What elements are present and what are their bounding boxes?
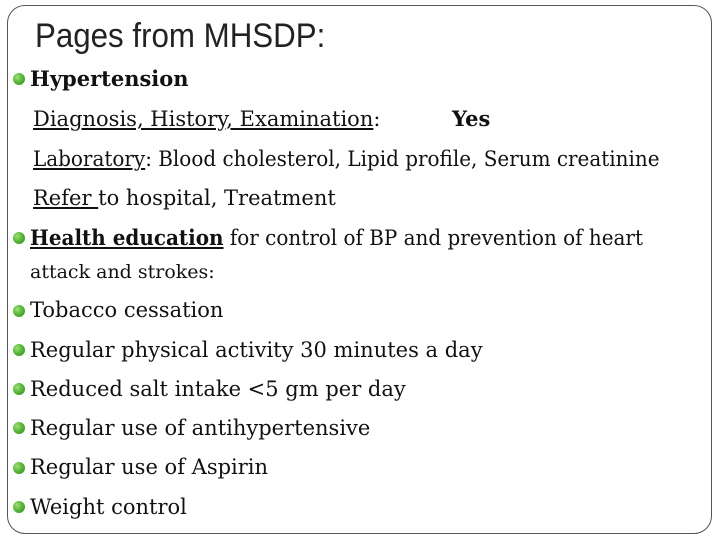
refer-line: [33, 185, 336, 211]
diagnosis-line: [33, 106, 380, 132]
list-item: Regular physical activity 30 minutes a day: [30, 338, 483, 362]
bullet-icon: [13, 422, 25, 434]
list-item: Weight control: [30, 495, 187, 519]
heading-hypertension: [30, 66, 189, 92]
diagnosis-label: Diagnosis, History, Examination: [33, 107, 374, 131]
list-item: Regular use of Aspirin: [30, 455, 269, 479]
bullet-icon: [13, 344, 25, 356]
laboratory-tests: : Blood cholesterol, Lipid profile, Serum creatinine: [145, 147, 660, 171]
bullet-icon: [13, 73, 25, 85]
bullet-icon: [13, 232, 25, 244]
list-item: Regular use of antihypertensive: [30, 416, 371, 440]
slide-title: Pages from MHSDP:: [35, 17, 326, 55]
health-education-continuation: attack and strokes:: [30, 261, 215, 283]
bullet-icon: [13, 462, 25, 474]
diagnosis-value: Yes: [452, 106, 491, 131]
laboratory-line: [33, 146, 693, 172]
refer-detail: to hospital, Treatment: [98, 186, 336, 210]
bullet-icon: [13, 305, 25, 317]
bullet-icon: [13, 383, 25, 395]
health-education-label: Health education: [30, 225, 224, 250]
health-education-detail: for control of BP and prevention of heart: [223, 226, 643, 250]
bullet-icon: [13, 501, 25, 513]
health-education-line: [30, 225, 675, 251]
laboratory-label: Laboratory: [33, 147, 146, 171]
list-item: Tobacco cessation: [30, 298, 224, 322]
refer-label: Refer: [33, 186, 99, 210]
diagnosis-colon: :: [373, 107, 381, 131]
hypertension-label: Hypertension: [30, 66, 189, 91]
list-item: Reduced salt intake <5 gm per day: [30, 377, 406, 401]
